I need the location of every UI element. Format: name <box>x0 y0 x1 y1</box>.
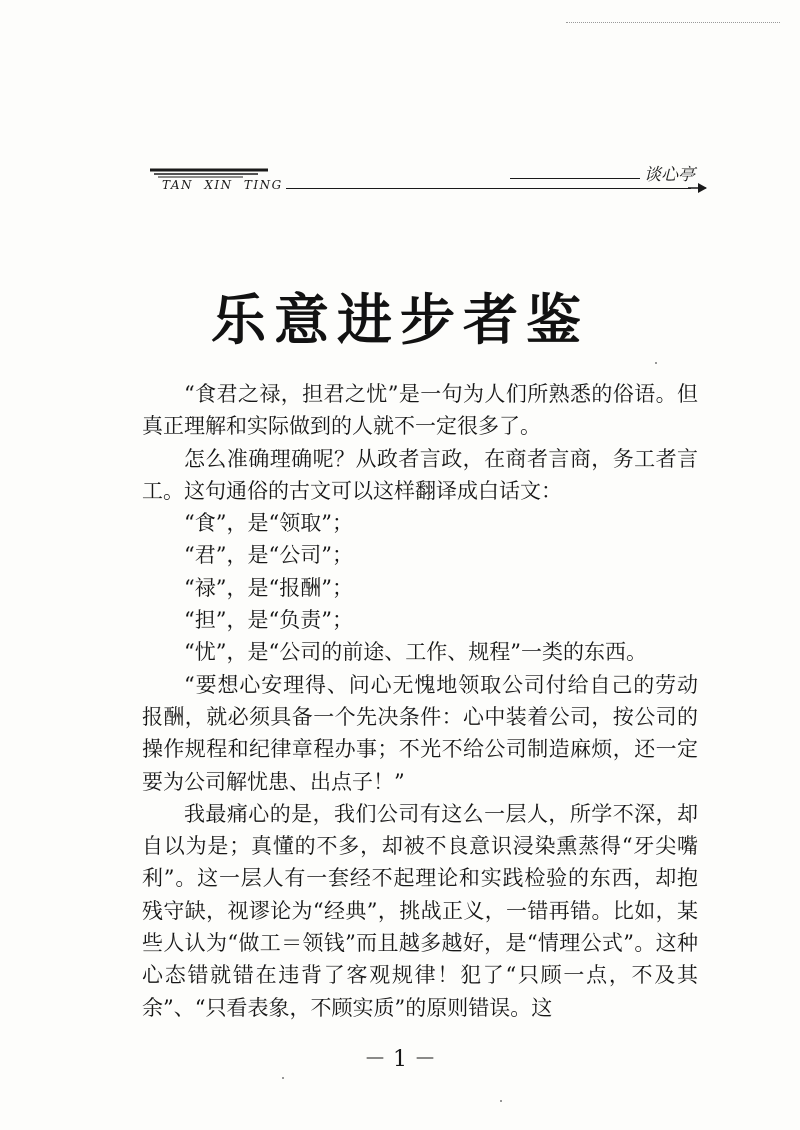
scan-speck <box>655 362 657 364</box>
scan-speck <box>500 1100 502 1102</box>
definition-item: “食”，是“领取”； <box>184 511 353 536</box>
paragraph-2: 怎么准确理确呢？从政者言政，在商者言商，务工者言工。这句通俗的古文可以这样翻译成白话文： <box>142 446 698 503</box>
paragraph-3: “要想心安理得、问心无愧地领取公司付给自己的劳动报酬，就必须具备一个先决条件：心中装着公司，按公司的操作规程和纪律章程办事；不光不给公司制造麻烦，还一定要为公司解忧患、出点子！” <box>142 672 698 794</box>
running-header <box>148 158 718 202</box>
definition-item: “担”，是“负责”； <box>184 608 353 633</box>
article-body <box>142 378 698 1024</box>
header-pinyin-text: TAN XIN TING <box>162 178 283 192</box>
top-dotted-rule <box>566 22 780 23</box>
article-title: 乐意进步者鉴 <box>210 287 589 352</box>
scan-speck <box>282 1077 284 1079</box>
definition-item: “君”，是“公司”； <box>184 543 353 568</box>
header-upper-rule <box>510 178 640 179</box>
header-arrow-icon <box>688 181 708 195</box>
page-number: － 1 － <box>364 1047 436 1072</box>
paragraph-4: 我最痛心的是，我们公司有这么一层人，所学不深，却自以为是；真懂的不多，却被不良意识浸染熏蒸得“牙尖嘴利”。这一层人有一套经不起理论和实践检验的东西，却抱残守缺，视谬论为“经典”，挑战正义，一错再错。比如，某些人认为“做工＝领钱”而且越多越好，是“情理公式”。这种心态错就错在违背了客观规律！犯了“只顾一点，不及其余”、“只看表象，不顾实质”的原则错误。这 <box>142 801 698 1020</box>
definition-item: “忧”，是“公司的前途、工作、规程”一类的东西。 <box>184 640 647 665</box>
definition-item: “禄”，是“报酬”； <box>184 575 353 600</box>
header-section-name: 谈心亭 <box>644 165 695 185</box>
header-rule <box>286 188 691 189</box>
paragraph-1: “食君之禄，担君之忧”是一句为人们所熟悉的俗语。但真正理解和实际做到的人就不一定很多了。 <box>142 382 698 439</box>
